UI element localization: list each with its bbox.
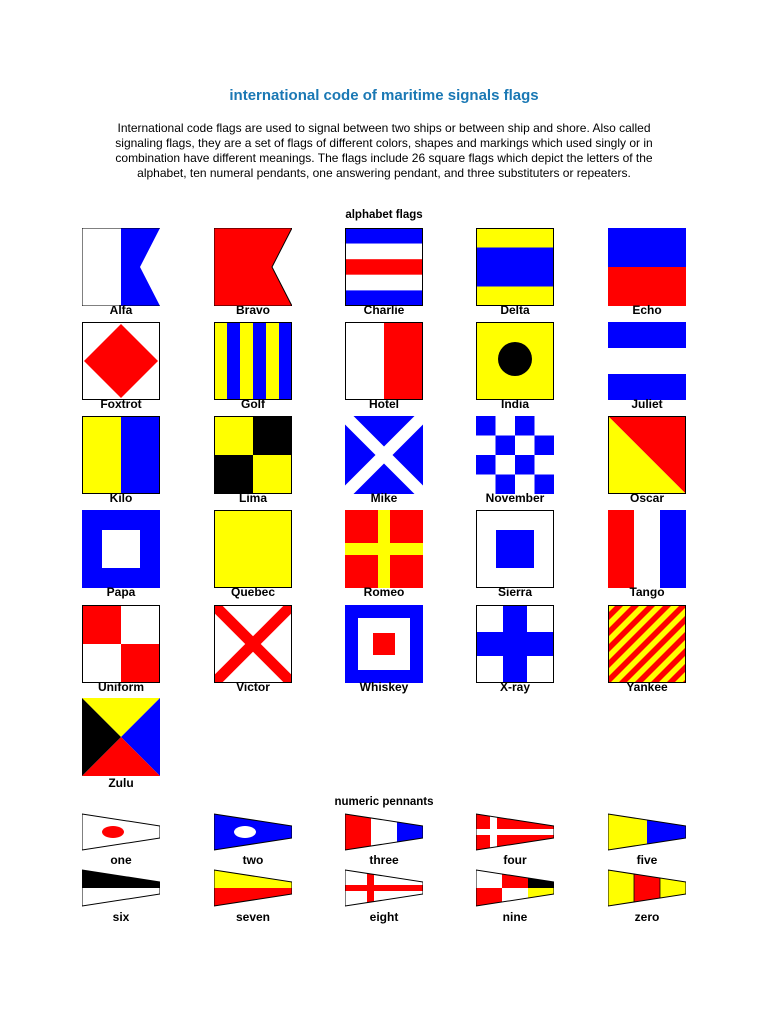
flag-label-quebec: Quebec	[230, 585, 275, 599]
flag-label-yankee: Yankee	[626, 680, 668, 694]
flag-juliet	[608, 322, 686, 400]
flag-sierra	[476, 510, 554, 588]
pennant-label-six: six	[112, 910, 130, 924]
flag-label-alfa: Alfa	[109, 303, 133, 317]
pennant-three	[345, 812, 423, 852]
flag-label-tango: Tango	[629, 585, 665, 599]
flag-india	[476, 322, 554, 400]
numeric-pennants-heading: numeric pennants	[334, 796, 434, 808]
pennant-label-nine: nine	[502, 910, 528, 924]
pennant-label-one: one	[110, 853, 132, 867]
pennant-label-seven: seven	[235, 910, 271, 924]
flag-yankee	[608, 605, 686, 683]
flag-label-lima: Lima	[238, 491, 267, 505]
flag-label-charlie: Charlie	[363, 303, 405, 317]
pennant-label-three: three	[369, 853, 399, 867]
flag-label-romeo: Romeo	[363, 585, 405, 599]
pennant-label-four: four	[503, 853, 527, 867]
flag-golf	[214, 322, 292, 400]
pennant-seven	[214, 868, 292, 908]
flag-label-whiskey: Whiskey	[359, 680, 409, 694]
intro-paragraph: International code flags are used to signal between two ships or between ship and shore. Also called signaling flags, they are a set of flags of different colors, shapes and markings which used singly or in combination have different meanings. The flags include 26 square flags which depict the letters of the alphabet, ten numeral pendants, one answering pendant, and three substituters or repeaters.	[115, 121, 653, 180]
pennant-five	[608, 812, 686, 852]
pennant-two	[214, 812, 292, 852]
flag-label-echo: Echo	[632, 303, 662, 317]
flag-whiskey	[345, 605, 423, 683]
flag-quebec	[214, 510, 292, 588]
flag-label-delta: Delta	[500, 303, 530, 317]
pennant-zero	[608, 868, 686, 908]
pennant-nine	[476, 868, 554, 908]
pennant-label-eight: eight	[369, 910, 399, 924]
flag-echo	[608, 228, 686, 306]
flag-tango	[608, 510, 686, 588]
flag-mike	[345, 416, 423, 494]
flag-zulu	[82, 698, 160, 776]
flag-uniform	[82, 605, 160, 683]
flag-label-sierra: Sierra	[497, 585, 533, 599]
flag-charlie	[345, 228, 423, 306]
flag-label-november: November	[485, 491, 545, 505]
flag-november	[476, 416, 554, 494]
pennant-label-zero: zero	[634, 910, 660, 924]
alphabet-flags-heading: alphabet flags	[345, 209, 423, 221]
flag-label-golf: Golf	[241, 397, 265, 411]
flag-label-bravo: Bravo	[235, 303, 270, 317]
flag-label-juliet: Juliet	[631, 397, 663, 411]
pennant-label-five: five	[636, 853, 658, 867]
flag-romeo	[345, 510, 423, 588]
flag-label-zulu: Zulu	[108, 776, 134, 790]
page-title: international code of maritime signals flags	[229, 87, 539, 104]
flag-delta	[476, 228, 554, 306]
pennant-six	[82, 868, 160, 908]
pennant-four	[476, 812, 554, 852]
flag-label-india: India	[500, 397, 529, 411]
flag-label-foxtrot: Foxtrot	[100, 397, 142, 411]
flag-victor	[214, 605, 292, 683]
flag-label-papa: Papa	[106, 585, 136, 599]
flag-hotel	[345, 322, 423, 400]
flag-label-uniform: Uniform	[98, 680, 144, 694]
flag-label-kilo: Kilo	[109, 491, 133, 505]
pennant-one	[82, 812, 160, 852]
flag-label-x-ray: X-ray	[499, 680, 531, 694]
flag-foxtrot	[82, 322, 160, 400]
flag-bravo	[214, 228, 292, 306]
flag-label-hotel: Hotel	[369, 397, 399, 411]
flag-alfa	[82, 228, 160, 306]
flag-papa	[82, 510, 160, 588]
flag-label-oscar: Oscar	[629, 491, 665, 505]
flag-lima	[214, 416, 292, 494]
flag-kilo	[82, 416, 160, 494]
flag-oscar	[608, 416, 686, 494]
flag-label-mike: Mike	[370, 491, 398, 505]
flag-label-victor: Victor	[236, 680, 270, 694]
pennant-eight	[345, 868, 423, 908]
flag-x-ray	[476, 605, 554, 683]
pennant-label-two: two	[242, 853, 264, 867]
